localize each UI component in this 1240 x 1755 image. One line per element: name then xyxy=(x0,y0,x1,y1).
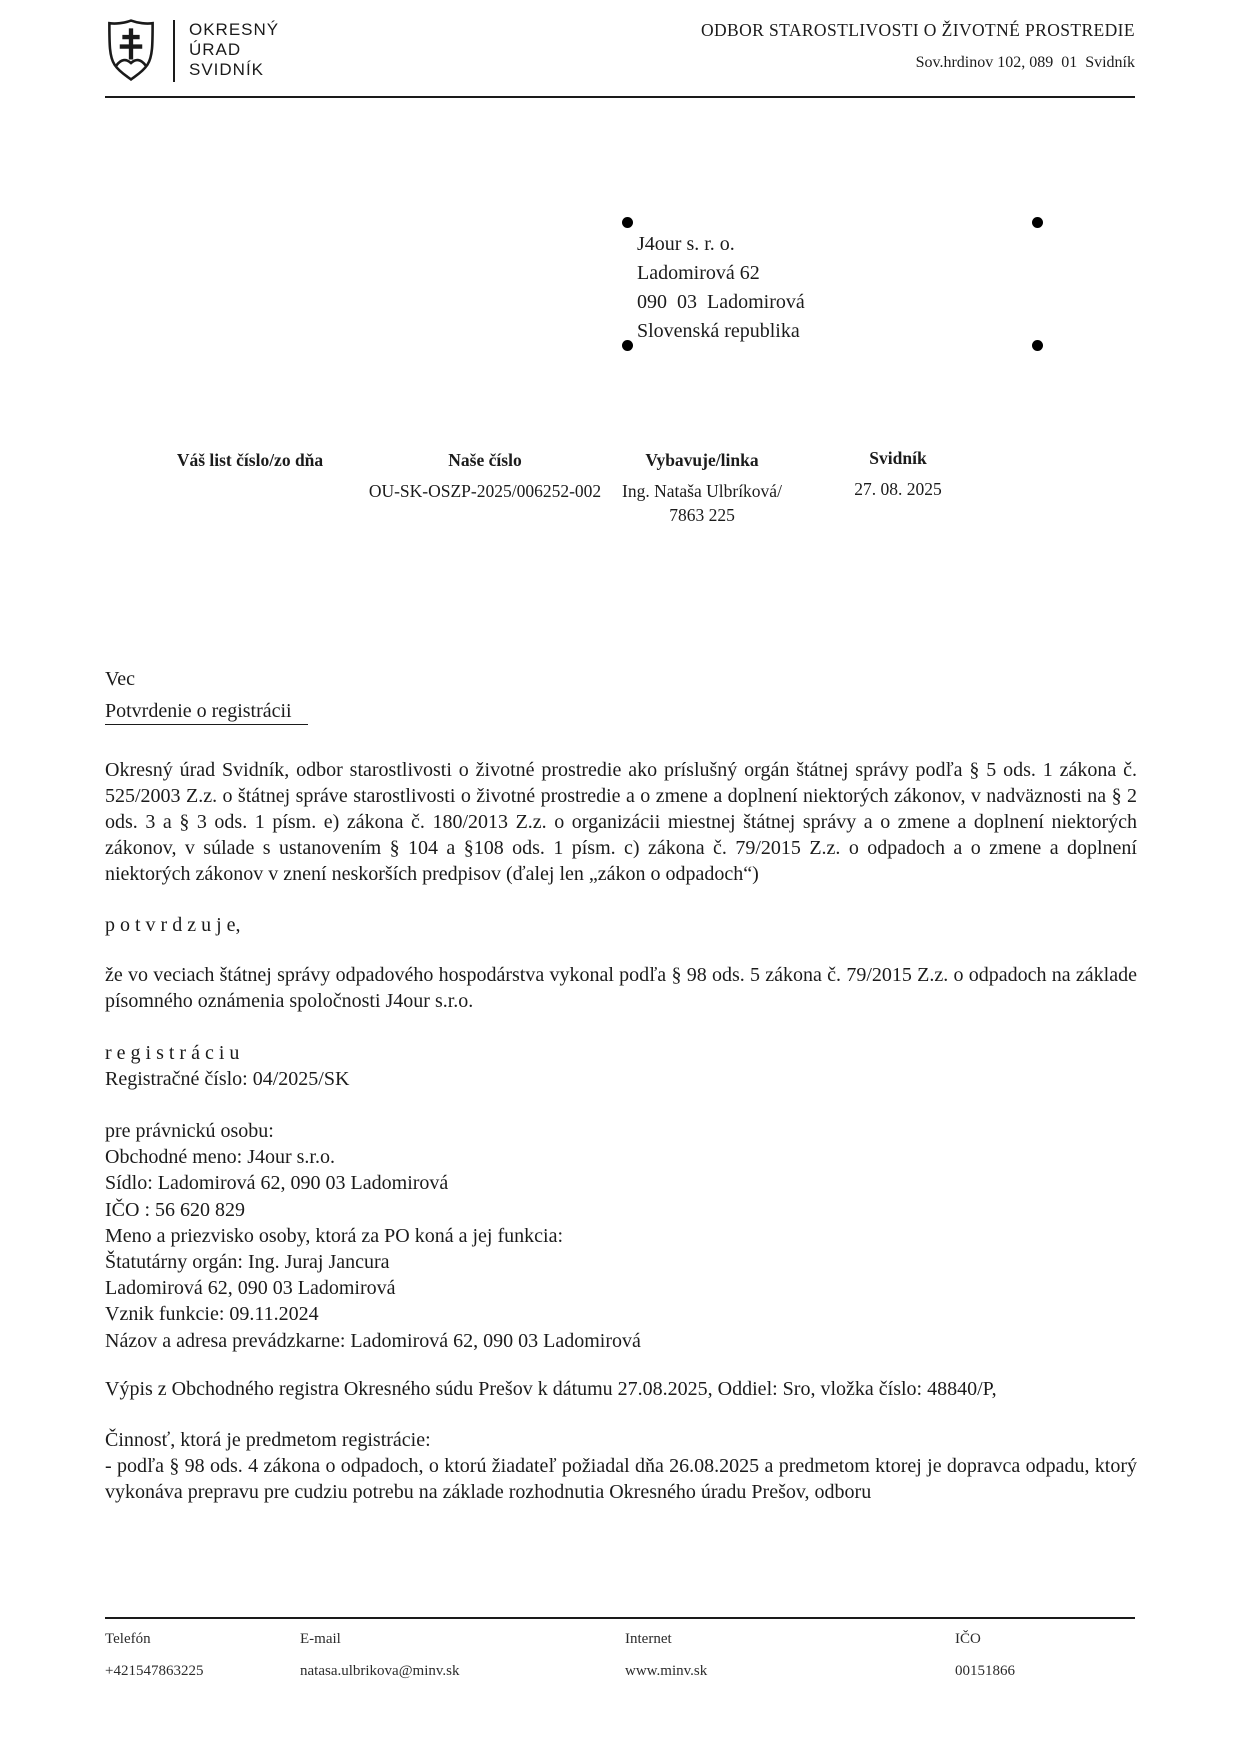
entity-line-legal-person: pre právnickú osobu: xyxy=(105,1120,274,1142)
ref-our-number-value: OU-SK-OSZP-2025/006252-002 xyxy=(368,481,602,501)
activity-item: - podľa § 98 ods. 4 zákona o odpadoch, o ktorú žiadateľ požiadal dňa 26.08.2025 a predmetom ktorej je dopravca odpadu, ktorý vykonáva prepravu pre cudziu potrebu na základe rozhodnutia Okresného úradu Prešov, odboru xyxy=(105,1455,1137,1503)
org-name-line3: SVIDNÍK xyxy=(189,60,265,79)
subject-label: Vec xyxy=(105,668,135,690)
logo-divider xyxy=(173,20,175,82)
recipient-city: 090 03 Ladomirová xyxy=(637,291,805,313)
ref-our-number-label: Naše číslo xyxy=(448,450,522,470)
activity-header: Činnosť, ktorá je predmetom registrácie: xyxy=(105,1429,431,1451)
entity-line-statutory-body: Štatutárny orgán: Ing. Juraj Jancura xyxy=(105,1251,390,1274)
registration-word: r e g i s t r á c i u xyxy=(105,1042,240,1064)
footer-ico-label: IČO xyxy=(955,1631,981,1647)
ref-col-our-number xyxy=(360,450,610,503)
entity-line-function-start: Vznik funkcie: 09.11.2024 xyxy=(105,1303,319,1326)
registry-extract-line: Výpis z Obchodného registra Okresného súdu Prešov k dátumu 27.08.2025, Oddiel: Sro, vložka číslo: 48840/P, xyxy=(105,1378,997,1400)
ref-your-letter-label: Váš list číslo/zo dňa xyxy=(176,450,324,470)
subject-block xyxy=(105,666,308,724)
ref-handler-phone: 7863 225 xyxy=(669,505,735,525)
ref-col-place-date xyxy=(808,448,988,501)
fold-mark-top-left xyxy=(622,217,633,228)
org-name-line1: OKRESNÝ xyxy=(189,20,280,39)
department-name: ODBOR STAROSTLIVOSTI O ŽIVOTNÉ PROSTREDIE xyxy=(700,20,1135,40)
registration-number: Registračné číslo: 04/2025/SK xyxy=(105,1068,350,1090)
letter-header-right xyxy=(701,20,1135,72)
org-name-line2: ÚRAD xyxy=(189,40,242,59)
letter-header-left xyxy=(105,18,279,87)
registration-block xyxy=(105,1040,1137,1092)
footer-ico-value: 00151866 xyxy=(955,1663,1015,1679)
footer-email-label: E-mail xyxy=(300,1631,341,1647)
footer-rule xyxy=(105,1617,1135,1619)
entity-details-block xyxy=(105,1118,1137,1354)
subject-title: Potvrdenie o registrácii xyxy=(105,700,308,725)
recipient-name: J4our s. r. o. xyxy=(637,233,735,255)
entity-line-representative-address: Ladomirová 62, 090 03 Ladomirová xyxy=(105,1277,396,1300)
confirm-word: p o t v r d z u j e, xyxy=(105,914,241,936)
entity-line-premises: Názov a adresa prevádzkarne: Ladomirová 62, 090 03 Ladomirová xyxy=(105,1329,641,1352)
fold-mark-bottom-right xyxy=(1032,340,1043,351)
header-rule xyxy=(105,96,1135,98)
activity-block xyxy=(105,1427,1137,1505)
slovak-coat-of-arms-icon xyxy=(105,18,157,87)
entity-line-business-name: Obchodné meno: J4our s.r.o. xyxy=(105,1146,335,1169)
paragraph-confirmation: že vo veciach štátnej správy odpadového hospodárstva vykonal podľa § 98 ods. 5 zákona č. 79/2015 Z.z. o odpadoch na základe písomného oznámenia spoločnosti J4our s.r.o. xyxy=(105,964,1137,1012)
entity-line-ico: IČO : 56 620 829 xyxy=(105,1198,245,1221)
footer-email-value: natasa.ulbrikova@minv.sk xyxy=(300,1663,460,1679)
org-name xyxy=(189,18,279,80)
recipient-street: Ladomirová 62 xyxy=(637,262,760,284)
paragraph-legal-basis: Okresný úrad Svidník, odbor starostlivosti o životné prostredie ako príslušný orgán štátnej správy podľa § 5 ods. 1 zákona č. 525/2003 Z.z. o štátnej správe starostlivosti o životné prostredie a o zmene a doplnení niektorých zákonov, v nadväznosti na § 2 ods. 3 a § 3 ods. 1 písm. e) zákona č. 180/2013 Z.z. o organizácii miestnej štátnej správy a o zmene a doplnení niektorých zákonov, v súlade s ustanovením § 104 a §108 ods. 1 písm. c) zákona č. 79/2015 Z.z. o odpadoch a o zmene a doplnení niektorých zákonov v znení neskorších predpisov (ďalej len „zákon o odpadoch“) xyxy=(105,759,1137,885)
recipient-address-block xyxy=(637,230,805,346)
footer-internet-label: Internet xyxy=(625,1631,672,1647)
fold-mark-bottom-left xyxy=(622,340,633,351)
recipient-country: Slovenská republika xyxy=(637,320,800,342)
ref-handler-label: Vybavuje/linka xyxy=(645,450,759,470)
ref-date-value: 27. 08. 2025 xyxy=(854,479,942,499)
ref-place-label: Svidník xyxy=(869,448,927,468)
entity-line-seat: Sídlo: Ladomirová 62, 090 03 Ladomirová xyxy=(105,1172,449,1195)
department-address: Sov.hrdinov 102, 089 01 Svidník xyxy=(915,54,1135,71)
footer-internet-value: www.minv.sk xyxy=(625,1663,708,1679)
footer-phone-value: +421547863225 xyxy=(105,1663,204,1679)
entity-line-representative-header: Meno a priezvisko osoby, ktorá za PO koná a jej funkcia: xyxy=(105,1224,564,1247)
fold-mark-top-right xyxy=(1032,217,1043,228)
ref-handler-name: Ing. Nataša Ulbríková/ xyxy=(622,481,782,501)
footer-phone-label: Telefón xyxy=(105,1631,151,1647)
ref-col-handler xyxy=(612,450,792,527)
ref-col-your-letter xyxy=(150,450,350,479)
